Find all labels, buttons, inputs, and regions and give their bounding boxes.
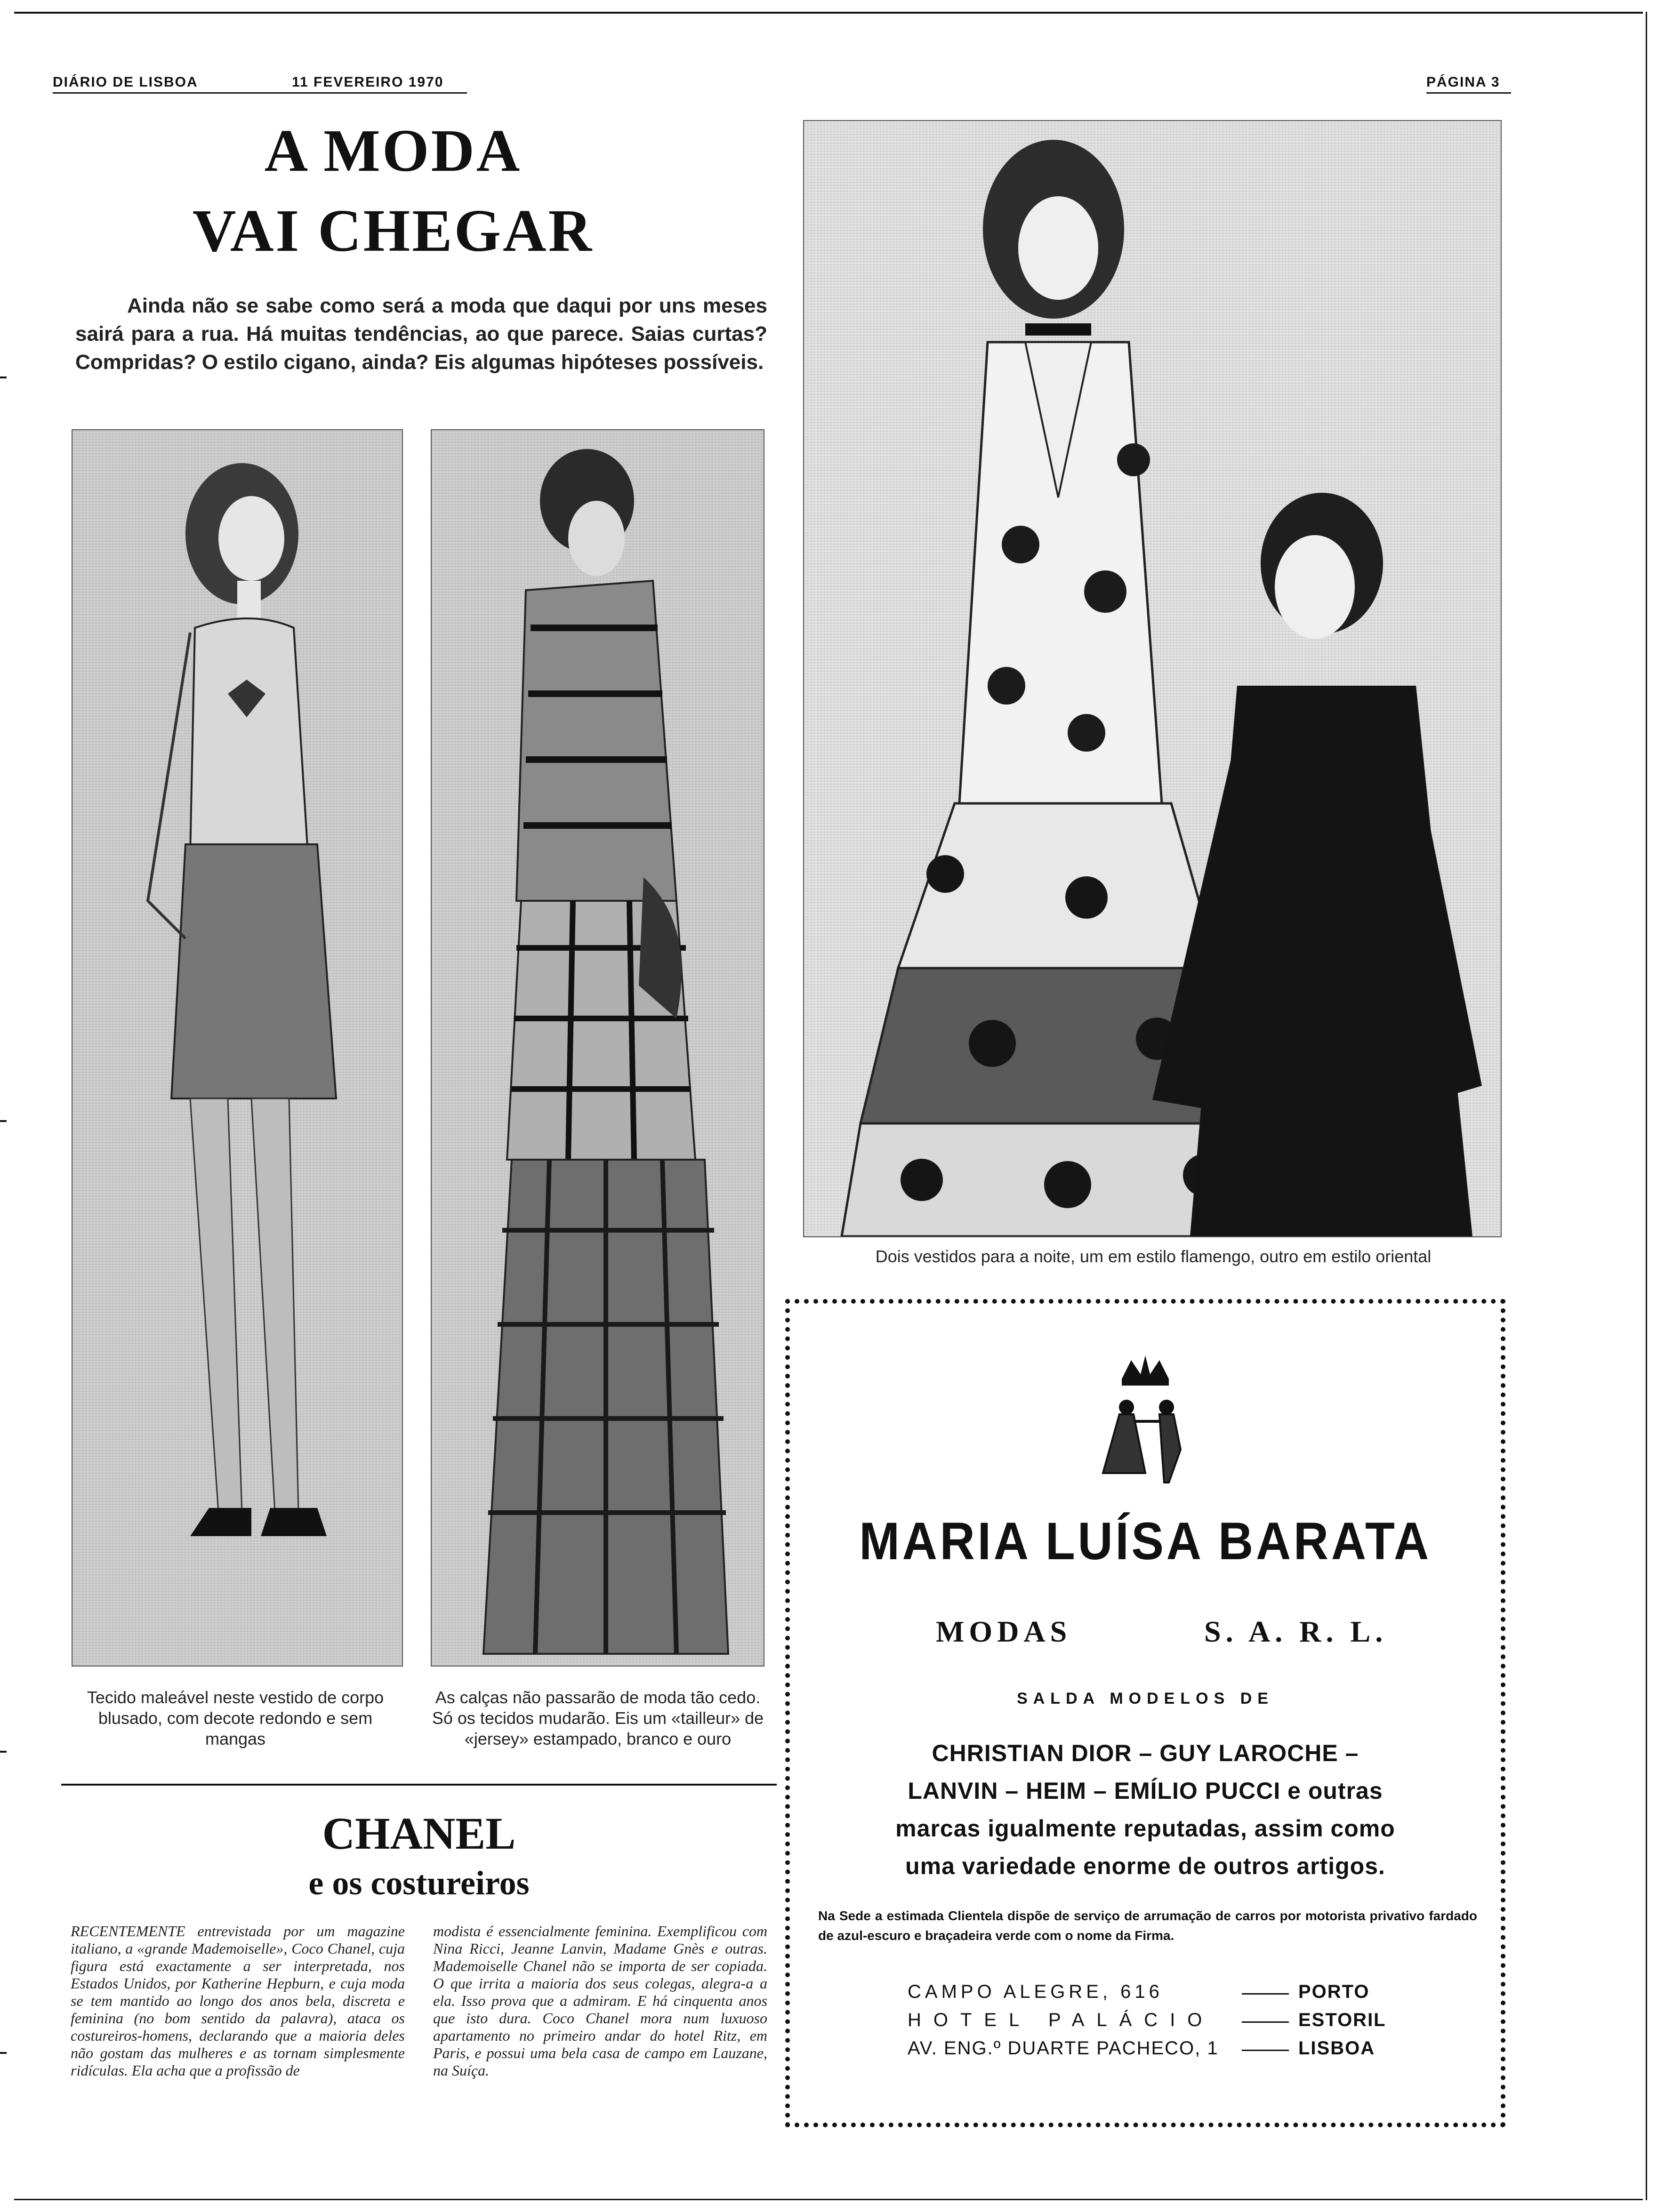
two-evening-dresses-illustration	[804, 121, 1501, 1236]
address-dash	[1242, 2021, 1289, 2023]
brands-line-1: CHRISTIAN DIOR – GUY LAROCHE –	[932, 1740, 1359, 1766]
advertisement-box	[785, 1299, 1505, 2127]
advertiser-modas: MODAS	[936, 1615, 1072, 1648]
page-bottom-rule	[14, 2199, 1643, 2200]
newspaper-name: DIÁRIO DE LISBOA	[53, 74, 198, 90]
crown-dancers-logo-icon	[1075, 1351, 1216, 1492]
fashion-illustration-left	[72, 429, 403, 1667]
section-rule	[61, 1784, 777, 1786]
brands-line-3: marcas igualmente reputadas, assim como	[895, 1815, 1395, 1842]
headline-line-2: VAI CHEGAR	[193, 197, 594, 264]
fashion-illustration-right	[803, 120, 1502, 1237]
address-city-1: PORTO	[1298, 1981, 1370, 2002]
address-dash	[1242, 2050, 1289, 2051]
brands-line-2: LANVIN – HEIM – EMÍLIO PUCCI e outras	[908, 1778, 1383, 1804]
section-subtitle: e os costureiros	[308, 1864, 530, 1902]
brands-line-4: uma variedade enorme de outros artigos.	[905, 1853, 1385, 1879]
fashion-illustration-middle	[431, 429, 764, 1667]
header-rule	[1426, 92, 1511, 94]
section-title: CHANEL	[322, 1808, 516, 1859]
page-right-rule	[1646, 12, 1647, 2200]
margin-tick	[0, 1751, 7, 1753]
margin-tick	[0, 2052, 7, 2054]
margin-tick	[0, 1120, 7, 1122]
page-top-rule	[14, 12, 1643, 14]
address-city-3: LISBOA	[1298, 2038, 1375, 2059]
article-column-1: RECENTEMENTE entrevistada por um magazine italiano, a «grande Mademoiselle», Coco Chanel, cuja figura está exactamente a ser interpretada, nos Estados Unidos, por Katherine Hepburn, e cuja moda se tem mantido ao longo dos anos bela, discreta e feminina (no bom sentido da palavra), ataca os costureiros-homens, declarando que a maioria deles não gostam das mulheres e as tornam simplesmente ridículas. Ela acha que a profissão de	[71, 1923, 405, 2079]
caption-left: Tecido maleável neste vestido de corpo blusado, com decote redondo e sem mangas	[87, 1688, 384, 1748]
address-city-2: ESTORIL	[1298, 2010, 1386, 2030]
caption-right: Dois vestidos para a noite, um em estilo flamengo, outro em estilo oriental	[875, 1247, 1432, 1266]
margin-tick	[0, 377, 7, 378]
advertiser-name: MARIA LUÍSA BARATA	[859, 1512, 1432, 1571]
address-place-2: HOTEL PALÁCIO	[908, 2010, 1215, 2030]
caption-middle: As calças não passarão de moda tão cedo. Só os tecidos mudarão. Eis um «tailleur» de «jersey» estampado, branco e ouro	[432, 1688, 764, 1748]
address-dash	[1242, 1993, 1289, 1995]
intro-paragraph: Ainda não se sabe como será a moda que daqui por uns meses sairá para a rua. Há muitas tendências, ao que parece. Saias curtas? Compridas? O estilo cigano, ainda? Eis algumas hipóteses possíveis.	[75, 294, 767, 374]
header-rule	[53, 92, 467, 94]
sale-heading: SALDA MODELOS DE	[1017, 1690, 1274, 1707]
headline-line-1: A MODA	[264, 117, 522, 184]
address-place-3: AV. ENG.º DUARTE PACHECO, 1	[908, 2038, 1219, 2059]
address-place-1: CAMPO ALEGRE, 616	[908, 1981, 1163, 2002]
woman-jersey-tailleur-illustration	[432, 430, 764, 1666]
article-column-2: modista é essencialmente feminina. Exemplificou com Nina Ricci, Jeanne Lanvin, Madame Gnès e outras. Mademoiselle Chanel não se importa de ser copiada. O que irrita a maioria dos seus colegas, alegra-a a ela. Isso prova que a admiram. E há cinquenta anos que isto dura. Coco Chanel mora num luxuoso apartamento no primeiro andar do hotel Ritz, em Paris, e possui uma bela casa de campo em Lauzane, na Suíça.	[433, 1923, 767, 2079]
woman-sleeveless-dress-illustration	[72, 430, 402, 1666]
service-note: Na Sede a estimada Clientela dispõe de serviço de arrumação de carros por motorista privativo fardado de azul-escuro e braçadeira verde com o nome da Firma.	[818, 1908, 1477, 1943]
advertiser-sarl: S. A. R. L.	[1204, 1615, 1388, 1648]
page-number: PÁGINA 3	[1426, 74, 1500, 90]
issue-date: 11 FEVEREIRO 1970	[292, 74, 444, 90]
